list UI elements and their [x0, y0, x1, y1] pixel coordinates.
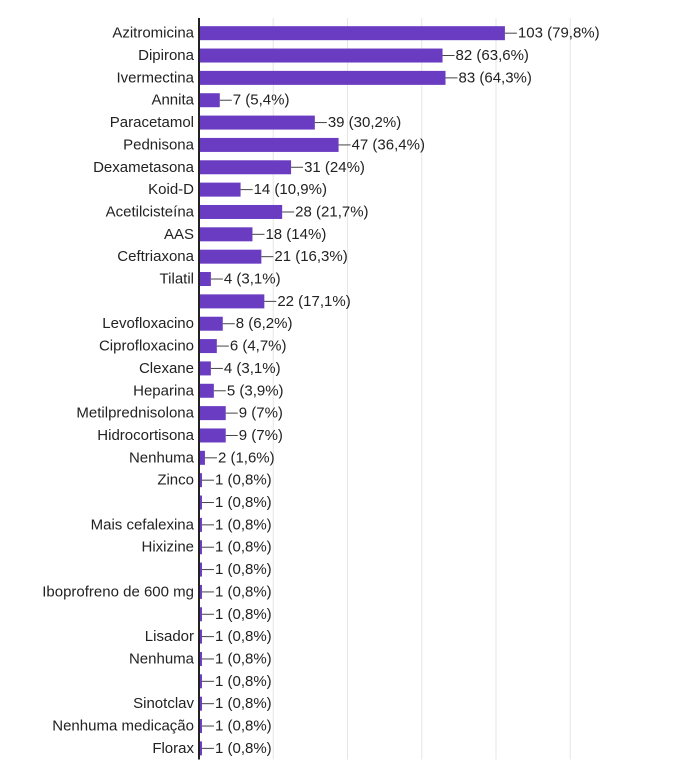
- category-label: Koid-D: [148, 181, 194, 199]
- category-labels: [42, 25, 194, 757]
- category-label: Ciprofloxacino: [98, 337, 194, 355]
- value-label: 4 (3,1%): [223, 359, 281, 377]
- value-label: 1 (0,8%): [214, 471, 272, 489]
- bar: [199, 339, 217, 353]
- value-label: 1 (0,8%): [214, 494, 272, 512]
- bar: [199, 138, 339, 152]
- category-label: Nenhuma: [128, 650, 194, 668]
- value-labels: [202, 25, 600, 757]
- value-label: 103 (79,8%): [517, 24, 600, 42]
- category-label: Sinotclav: [133, 695, 194, 713]
- bar: [199, 205, 282, 219]
- value-label: 1 (0,8%): [214, 561, 272, 579]
- bar: [199, 49, 443, 63]
- bar: [199, 384, 214, 398]
- category-label: Acetilcisteína: [105, 203, 194, 221]
- category-label: Pednisona: [123, 136, 194, 154]
- bar: [199, 406, 226, 420]
- value-label: 4 (3,1%): [223, 270, 281, 288]
- category-label: Clexane: [138, 359, 194, 377]
- value-label: 1 (0,8%): [214, 516, 272, 534]
- value-label: 28 (21,7%): [295, 203, 369, 221]
- category-label: Iboprofreno de 600 mg: [42, 583, 194, 601]
- value-label: 22 (17,1%): [277, 292, 351, 310]
- category-label: Heparina: [133, 382, 194, 400]
- bar: [199, 294, 264, 308]
- value-label: 1 (0,8%): [214, 605, 272, 623]
- value-label: 8 (6,2%): [235, 315, 293, 333]
- category-label: Ceftriaxona: [117, 248, 194, 266]
- value-label: 5 (3,9%): [226, 382, 284, 400]
- value-label: 6 (4,7%): [229, 337, 287, 355]
- category-label: Paracetamol: [109, 114, 194, 132]
- category-label: Zinco: [157, 471, 194, 489]
- category-label: Florax: [152, 739, 194, 757]
- category-label: Hidrocortisona: [97, 426, 194, 444]
- category-label: Tilatil: [159, 270, 194, 288]
- bar: [199, 116, 315, 130]
- value-label: 1 (0,8%): [214, 538, 272, 556]
- category-label: Dexametasona: [93, 158, 194, 176]
- bar: [199, 227, 252, 241]
- value-label: 18 (14%): [265, 225, 327, 243]
- value-label: 2 (1,6%): [217, 449, 275, 467]
- value-label: 1 (0,8%): [214, 717, 272, 735]
- bar: [199, 26, 505, 40]
- value-label: 83 (64,3%): [458, 69, 532, 87]
- category-label: Ivermectina: [116, 69, 194, 87]
- bar: [199, 93, 220, 107]
- value-label: 14 (10,9%): [253, 181, 327, 199]
- category-label: Hixizine: [141, 538, 194, 556]
- value-label: 9 (7%): [238, 426, 283, 444]
- category-label: Levofloxacino: [102, 315, 194, 333]
- value-label: 82 (63,6%): [455, 47, 529, 65]
- value-label: 47 (36,4%): [351, 136, 425, 154]
- category-label: Azitromicina: [112, 24, 194, 42]
- value-label: 21 (16,3%): [274, 248, 348, 266]
- value-label: 1 (0,8%): [214, 650, 272, 668]
- bar: [199, 361, 211, 375]
- value-label: 1 (0,8%): [214, 583, 272, 601]
- value-label: 9 (7%): [238, 404, 283, 422]
- bar: [199, 160, 291, 174]
- bar: [199, 272, 211, 286]
- bar: [199, 71, 446, 85]
- bar: [199, 317, 223, 331]
- category-label: Nenhuma: [128, 449, 194, 467]
- value-label: 39 (30,2%): [327, 114, 402, 132]
- bar: [199, 250, 261, 264]
- category-label: Metilprednisolona: [76, 404, 194, 422]
- category-label: Dipirona: [138, 47, 194, 65]
- value-label: 31 (24%): [304, 158, 365, 176]
- value-label: 1 (0,8%): [214, 628, 272, 646]
- value-label: 1 (0,8%): [214, 739, 272, 757]
- value-label: 1 (0,8%): [214, 672, 272, 690]
- category-label: AAS: [163, 225, 194, 243]
- category-label: Mais cefalexina: [90, 516, 194, 534]
- value-label: 1 (0,8%): [214, 695, 272, 713]
- category-label: Lisador: [144, 628, 194, 646]
- bar: [199, 183, 241, 197]
- value-label: 7 (5,4%): [232, 91, 290, 109]
- category-label: Nenhuma medicação: [52, 717, 194, 735]
- category-label: Annita: [151, 91, 194, 109]
- bar: [199, 428, 226, 442]
